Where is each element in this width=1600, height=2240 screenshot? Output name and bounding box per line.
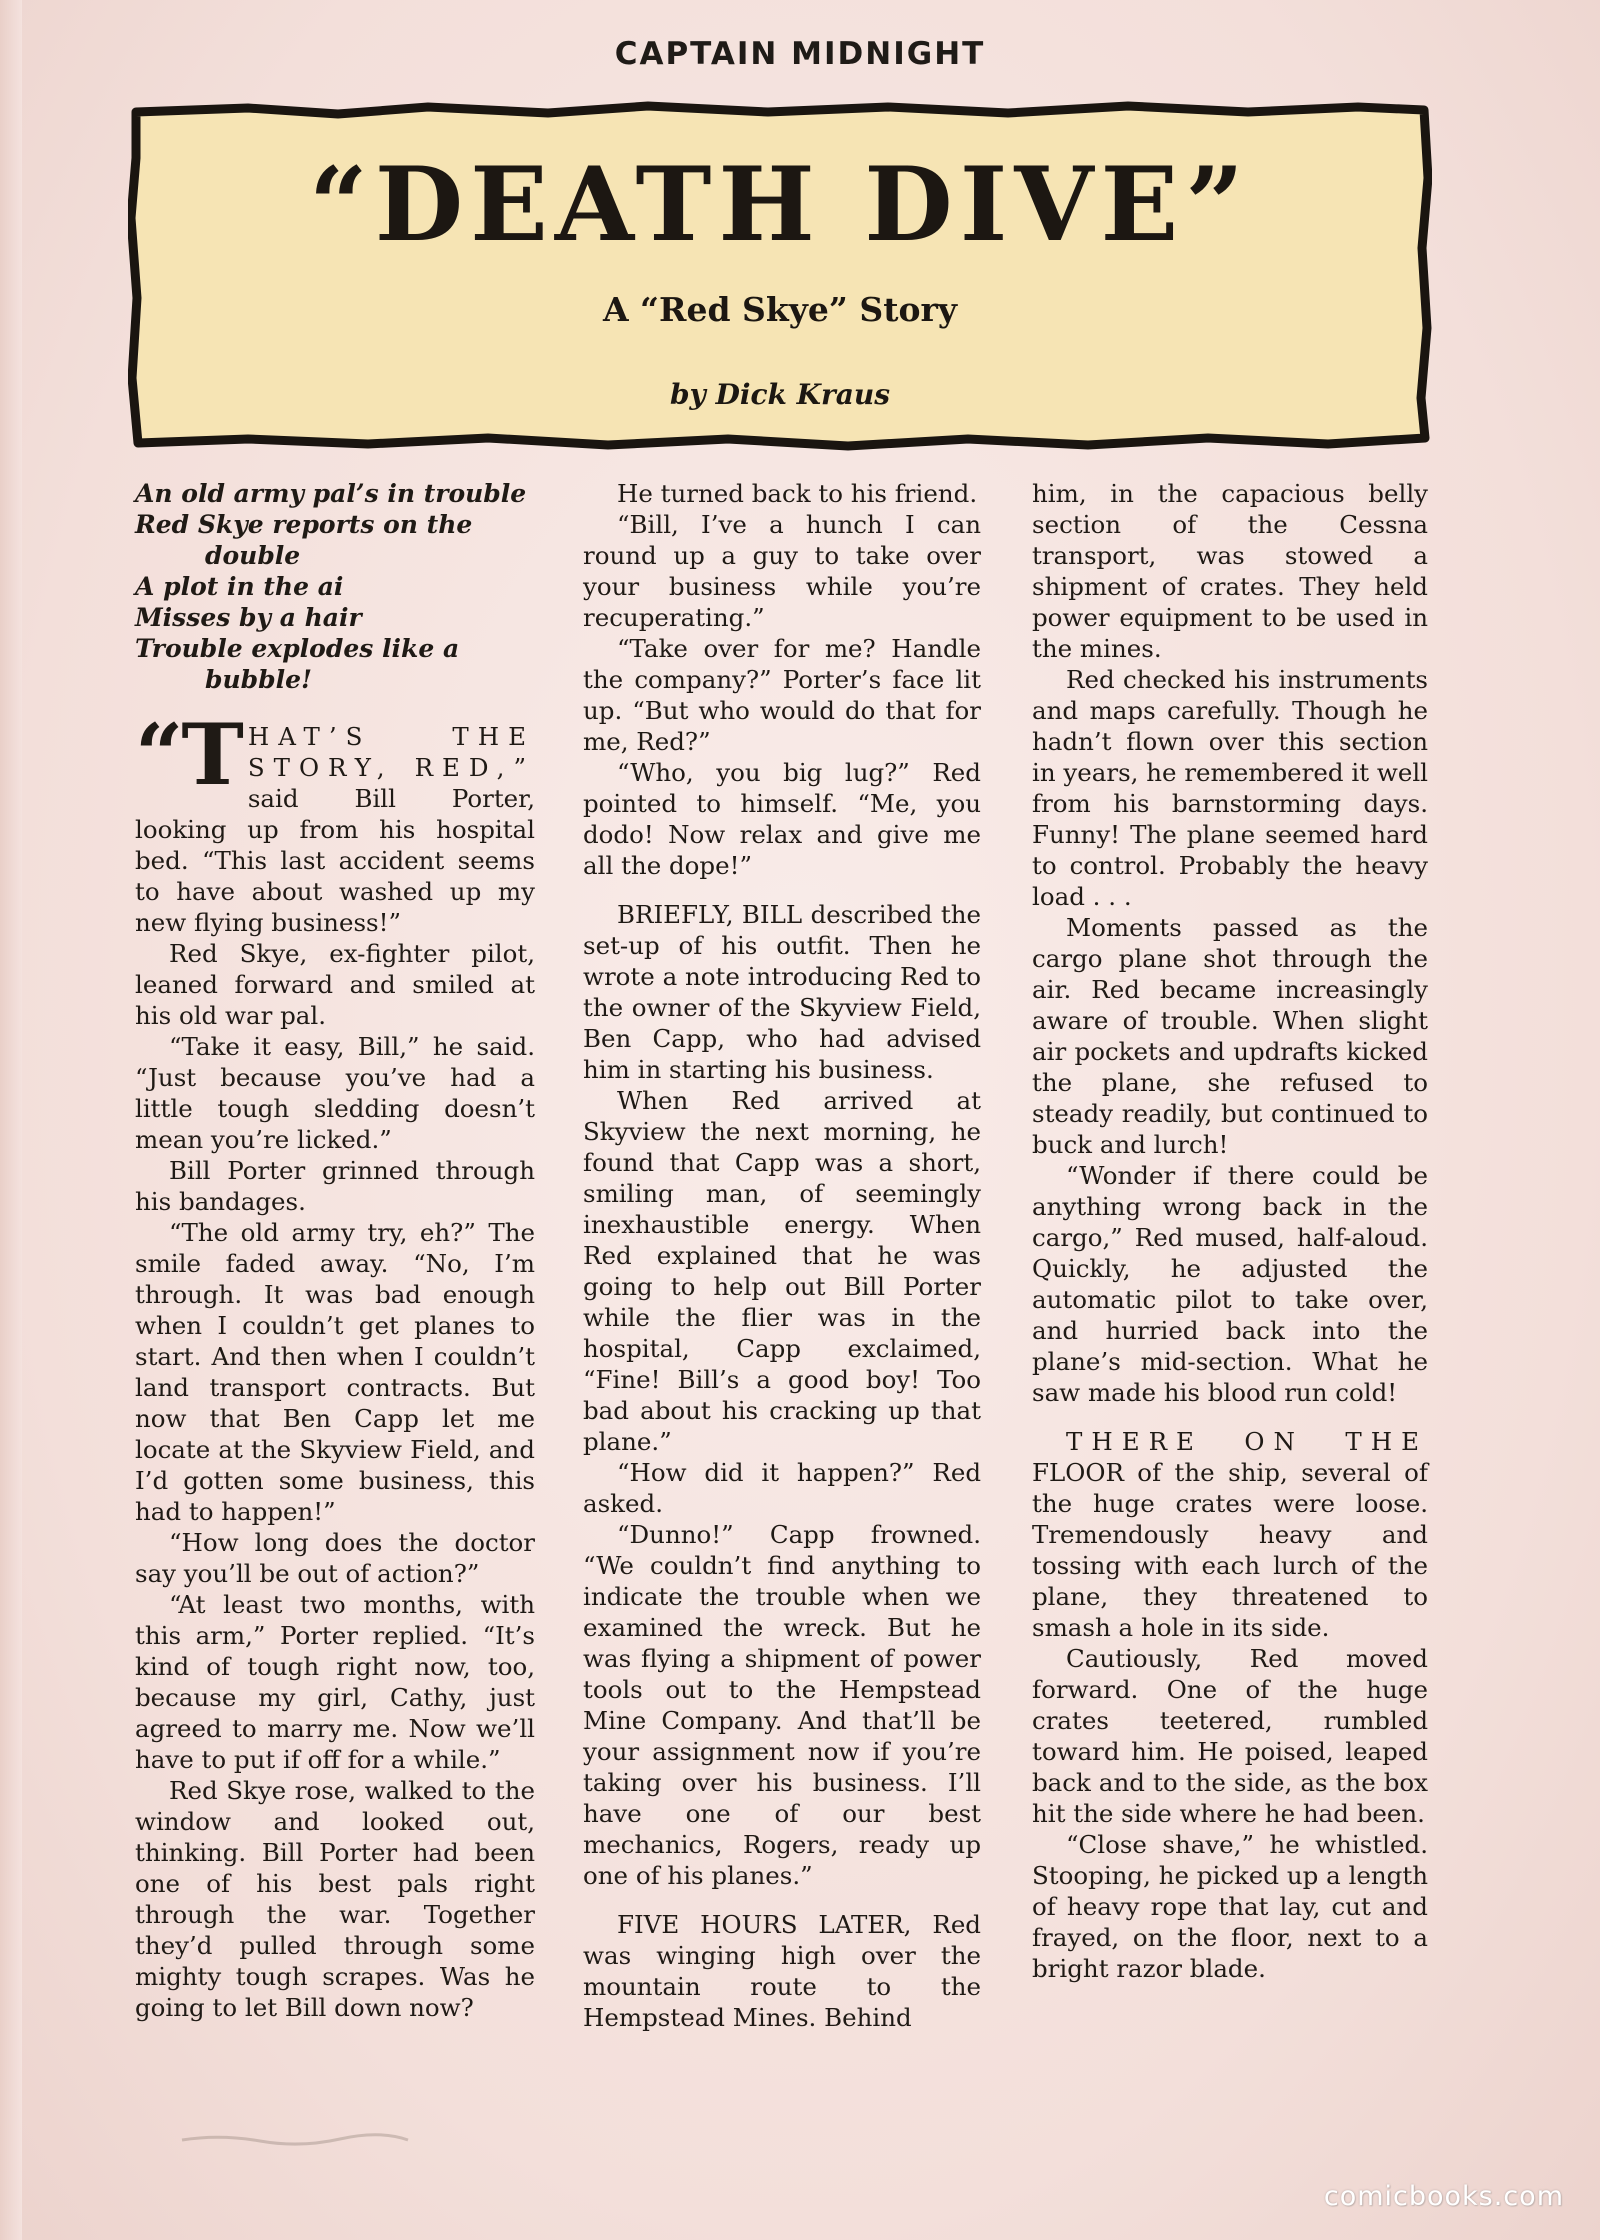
paragraph: “Who, you big lug?” Red pointed to himself. “Me, you dodo! Now relax and give me all the dope!” [583,758,981,880]
paragraph [583,1909,981,2033]
paragraph [135,705,535,938]
paragraph: “Close shave,” he whistled. Stooping, he picked up a length of heavy rope that lay, cut and frayed, on the floor, next to a bright razor blade. [1032,1830,1428,1983]
column-1 [135,478,535,2023]
paragraph-text: said Bill Porter, looking up from his hospital bed. “This last accident seems to have about washed up my new flying business!” [135,784,535,937]
column-2 [583,478,981,2033]
paragraph: “Bill, I’ve a hunch I can round up a guy to take over your business while you’re recuperating.” [583,510,981,632]
paragraph [1032,1426,1428,1643]
paragraph: “Take it easy, Bill,” he said. “Just because you’ve had a little tough sledding doesn’t mean you’re licked.” [135,1032,535,1154]
paragraph: Red checked his instruments and maps carefully. Though he hadn’t flown over this section in years, he remembered it well from his barnstorming days. Funny! The plane seemed hard to control. Probably the heavy load . . . [1032,665,1428,911]
section-lead-in: BRIEFLY, BILL [617,900,803,929]
paragraph: “Wonder if there could be anything wrong back in the cargo,” Red mused, half-aloud. Quickly, he adjusted the automatic pilot to take over, and hurried back into the plane’s mid-section. What he saw made his blood run cold! [1032,1161,1428,1407]
paragraph [583,899,981,1085]
column-3 [1032,478,1428,1984]
paragraph: “How long does the doctor say you’ll be out of action?” [135,1528,535,1588]
verse-line: Misses by a hair [135,603,362,632]
story-byline: by Dick Kraus [669,378,891,411]
paragraph: him, in the capacious belly section of the Cessna transport, was stowed a shipment of crates. They held power equipment to be used in the mines. [1032,479,1428,663]
paragraph-text: Red was winging high over the mountain route to the Hempstead Mines. Behind [583,1910,981,2032]
paragraph: Red Skye rose, walked to the window and looked out, thinking. Bill Porter had been one of his best pals right through the war. Together they’d pulled through some mighty tough scrapes. Was he going to let Bill down now? [135,1776,535,2022]
paragraph-text: described the set-up of his outfit. Then he wrote a note introducing Red to the owner of the Skyview Field, Ben Capp, who had advised him in starting his business. [583,900,981,1084]
verse-line: An old army pal’s in trouble [135,479,527,508]
paragraph: Red Skye, ex-fighter pilot, leaned forward and smiled at his old war pal. [135,939,535,1030]
intro-verse [135,478,535,695]
section-lead-in: THERE ON THE [1066,1427,1428,1456]
paragraph: “How did it happen?” Red asked. [583,1458,981,1518]
verse-line: bubble! [205,665,312,694]
paragraph: Bill Porter grinned through his bandages. [135,1156,535,1216]
paragraph: Moments passed as the cargo plane shot through the air. Red became increasingly aware of trouble. When slight air pockets and updrafts kicked the plane, she refused to steady readily, but continued to buck and lurch! [1032,913,1428,1159]
title-box [140,140,1420,460]
paragraph: “Take over for me? Handle the company?” Porter’s face lit up. “But who would do that for me, Red?” [583,634,981,756]
smudge-mark [180,2132,410,2146]
verse-line: Trouble explodes like a [135,634,460,663]
watermark: comicbooks.com [1323,2181,1564,2212]
paragraph-text: FLOOR of the ship, several of the huge crates were loose. Tremendously heavy and tossing with each lurch of the plane, they threatened to smash a hole in its side. [1032,1458,1428,1642]
verse-line: double [205,541,301,570]
story-subtitle: A “Red Skye” Story [602,290,958,329]
paragraph: “At least two months, with this arm,” Porter replied. “It’s kind of tough right now, too, because my girl, Cathy, just agreed to marry me. Now we’ll have to put if off for a while.” [135,1590,535,1774]
paragraph: “The old army try, eh?” The smile faded away. “No, I’m through. It was bad enough when I couldn’t get planes to start. And then when I couldn’t land transport contracts. But now that Ben Capp let me locate at the Skyview Field, and I’d gotten some business, this had to happen!” [135,1218,535,1526]
section-lead-in: FIVE HOURS LATER, [617,1910,912,1939]
paragraph: He turned back to his friend. [617,479,978,508]
verse-line: A plot in the ai [135,572,344,601]
drop-cap: “T [135,705,242,804]
running-head: CAPTAIN MIDNIGHT [614,36,986,72]
lead-in-caps: HAT’S THE STORY, RED,” [247,722,535,782]
story-title: “DEATH DIVE” [309,145,1251,265]
paragraph: When Red arrived at Skyview the next morning, he found that Capp was a short, smiling man, of seemingly inexhaustible energy. When Red explained that he was going to help out Bill Porter while the flier was in the hospital, Capp exclaimed, “Fine! Bill’s a good boy! Too bad about his cracking up that plane.” [583,1086,981,1456]
paragraph: Cautiously, Red moved forward. One of the huge crates teetered, rumbled toward him. He poised, leaped back and to the side, as the box hit the side where he had been. [1032,1644,1428,1828]
page-edge [0,0,22,2240]
paragraph: “Dunno!” Capp frowned. “We couldn’t find anything to indicate the trouble when we examined the wreck. But he was flying a shipment of power tools out to the Hempstead Mine Company. And that’ll be your assignment now if you’re taking over his business. I’ll have one of our best mechanics, Rogers, ready up one of his planes.” [583,1520,981,1890]
verse-line: Red Skye reports on the [135,510,473,539]
